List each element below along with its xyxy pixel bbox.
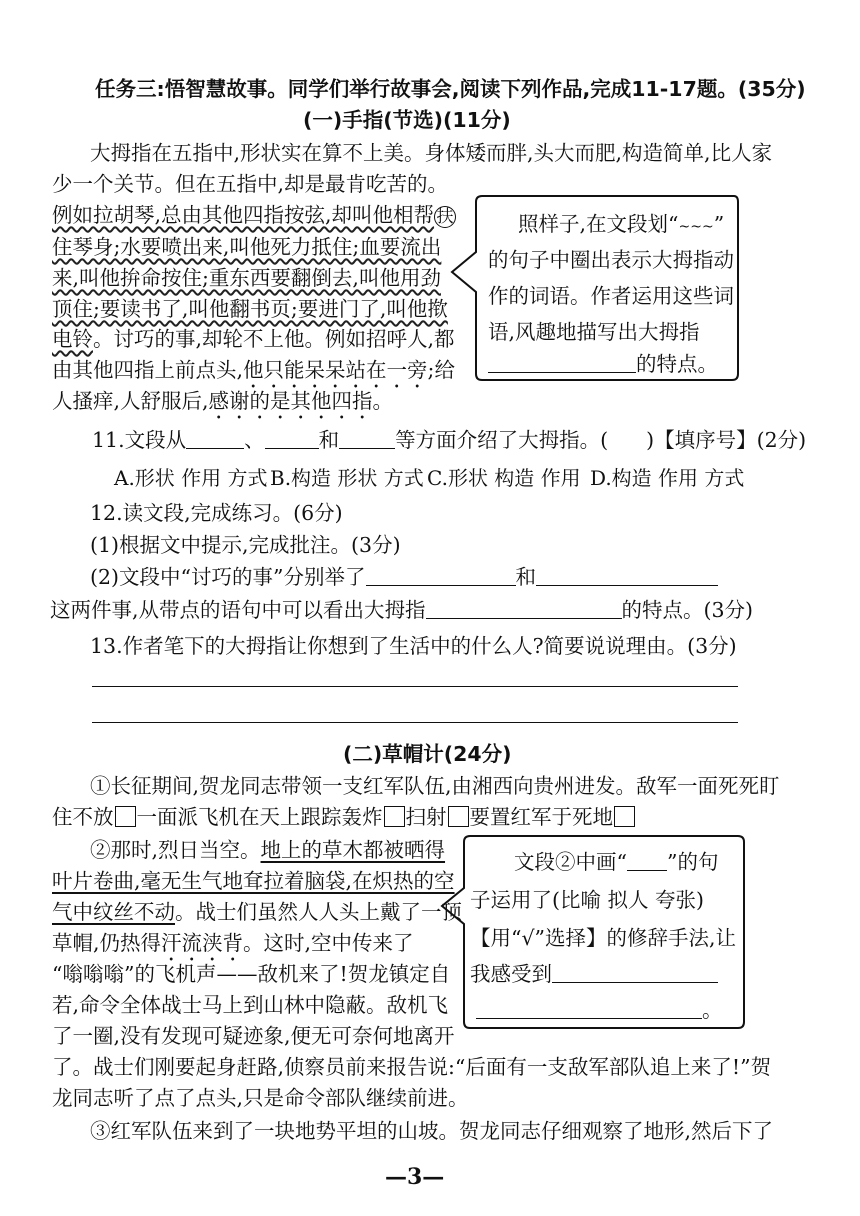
plain-text: 住不放 [52,805,114,829]
plain-text: 要置红军于死地 [469,805,613,829]
callout-text: 。 [702,998,723,1022]
plain-text: 。讨巧的事,却轮不上他。例如招呼人,都 [93,327,455,351]
passage2-line: ①长征期间,贺龙同志带领一支红军队伍,由湘西向贵州进发。敌军一面死死盯 [90,774,780,798]
punctuation-box[interactable] [384,806,405,827]
dotted-text: 他只能呆呆站在一旁 [243,358,428,382]
answer-blank[interactable] [476,998,702,1019]
wavy-text: 住琴身;水要喷出来,叫他死力抵住;血要流出 [52,235,442,259]
passage1-line [52,387,393,424]
callout-line [488,346,718,382]
wavy-text: 例如拉胡琴,总由其他四指按弦,却叫他相帮 [52,203,435,227]
answer-blank[interactable] [552,962,718,983]
plain-text: 一面派飞机在天上跟踪轰炸 [136,805,383,829]
callout-text: 照样子,在文段划“ [518,212,679,236]
callout-text: ”的句 [666,850,719,874]
answer-blank[interactable] [426,598,622,619]
question-12-sub2 [90,563,718,591]
plain-text: 草帽,仍热得 [52,931,162,955]
passage2-line: 了。战士们刚要起身赶路,侦察员前来报告说:“后面有一支敌军部队追上来了!”贺 [52,1055,772,1079]
passage2-line: 了一圈,没有发现可疑迹象,便无可奈何地离开 [52,1024,455,1048]
callout-line [518,206,724,245]
question-12-sub1: (1)根据文中提示,完成批注。(3分) [90,533,401,557]
question-12: 12.读文段,完成练习。(6分) [90,501,343,525]
answer-blank[interactable] [186,428,244,449]
callout-line: 子运用了(比喻 拟人 夸张) [470,888,705,912]
q11-option-a: A.形状 作用 方式 [114,466,268,490]
callout-line: 语,风趣地描写出大拇指 [488,320,700,344]
wavy-text: 来,叫他拚命按住;重东西要翻倒去,叫他用劲 [52,266,441,290]
question-11 [92,426,806,454]
plain-text: 由其他四指上前点头, [52,358,244,382]
section2-title: (二)草帽计(24分) [343,742,512,766]
plain-text: ②那时,烈日当空。 [90,838,261,862]
answer-blank[interactable] [536,565,718,586]
answer-blank[interactable] [366,565,516,586]
callout-line: 【用“√”选择】的修辞手法,让 [470,926,737,950]
passage2-line: ③红军队伍来到了一块地势平坦的山坡。贺龙同志仔细观察了地形,然后下了 [90,1119,774,1143]
answer-line[interactable] [92,686,738,687]
callout-line [476,992,723,1028]
wavy-text: 电铃 [52,327,93,351]
passage1-wavy-line [52,295,448,323]
callout-text: 我感受到 [470,962,552,986]
dotted-text: 感谢的是其他四指 [208,389,373,413]
q11-option-b: B.构造 形状 方式 [270,466,424,490]
answer-blank[interactable] [627,850,667,871]
passage1-wavy-line [52,264,441,292]
q12-text: 这两件事,从带点的语句中可以看出大拇指 [50,598,426,622]
passage2-line: 若,命令全体战士马上到山林中隐蔽。敌机飞 [52,993,449,1017]
callout-line: 作的词语。作者运用这些词 [488,284,734,308]
passage1-line: 少一个关节。但在五指中,却是最肯吃苦的。 [52,172,449,196]
q11-option-c: C.形状 构造 作用 [427,466,581,490]
q12-text: (2)文段中“讨巧的事”分别举了 [90,565,366,589]
q11-text: 、 [244,428,265,452]
passage2-line [90,836,445,864]
circled-word: 扶 [434,206,456,228]
passage1-line: 大拇指在五指中,形状实在算不上美。身体矮而胖,头大而肥,构造简单,比人家 [90,141,773,165]
question-13: 13.作者笔下的大拇指让你想到了生活中的什么人?简要说说理由。(3分) [90,634,737,658]
passage2-line: “嗡嗡嗡”的飞机声——敌机来了!贺龙镇定自 [52,962,451,986]
passage2-line [52,898,462,926]
q11-text: 和 [318,428,340,452]
punctuation-box[interactable] [614,806,635,827]
annotation-callout-2 [436,832,748,1032]
passage1-wavy-line [52,233,441,261]
q12-text: 的特点。(3分) [621,598,754,622]
wavy-sample: ~~~ [678,219,714,235]
callout-text: 文段②中画“ [514,850,627,874]
plain-text: 。 [372,389,394,413]
answer-blank[interactable] [488,352,636,373]
wavy-text: 顶住;要读书了,叫他翻书页;要进门了,叫他揿 [52,297,448,321]
dotted-text: 汗流浃背 [161,931,244,955]
q11-text: )【填序号】(2分) [646,428,807,452]
callout-text: ” [713,212,725,236]
answer-blank[interactable] [339,428,395,449]
page-number: —3— [385,1164,445,1190]
underlined-text: 叶片卷曲,毫无生气地耷拉着脑袋,在炽热的空 [52,869,455,893]
question-12-sub2-cont [50,596,753,624]
q11-text: 等方面介绍了大拇指。( [395,428,609,452]
q11-option-d: D.构造 作用 方式 [590,466,745,490]
underlined-text: 地上的草木都被晒得 [260,838,446,862]
section1-title: (一)手指(节选)(11分) [303,108,511,132]
passage1-wavy-line [52,201,456,229]
callout-line [514,844,718,880]
plain-text: 人搔痒,人舒服后, [52,389,209,413]
task-header: 任务三:悟智慧故事。同学们举行故事会,阅读下列作品,完成11-17题。(35分) [95,77,806,101]
punctuation-box[interactable] [115,806,136,827]
passage2-line: 龙同志听了点了点头,只是命令部队继续前进。 [52,1086,469,1110]
plain-text: 扫射 [405,805,447,829]
annotation-callout-1 [448,192,742,384]
answer-blank[interactable] [265,428,319,449]
passage1-line [52,325,455,353]
callout-line: 的句子中圈出表示大拇指动 [488,248,734,272]
passage2-line [52,867,455,895]
plain-text: 。这时,空中传来了 [243,931,414,955]
callout-text: 的特点。 [636,352,718,376]
plain-text: 。战士们虽然人人头上戴了一顶 [175,900,462,924]
q12-text: 和 [515,565,536,589]
plain-text: ;给 [427,358,455,382]
q11-text: 11.文段从 [92,428,187,452]
callout-line [470,956,718,992]
punctuation-box[interactable] [448,806,469,827]
answer-line[interactable] [92,722,738,723]
underlined-text: 气中纹丝不动 [52,900,175,924]
passage2-line-with-boxes [52,803,636,831]
